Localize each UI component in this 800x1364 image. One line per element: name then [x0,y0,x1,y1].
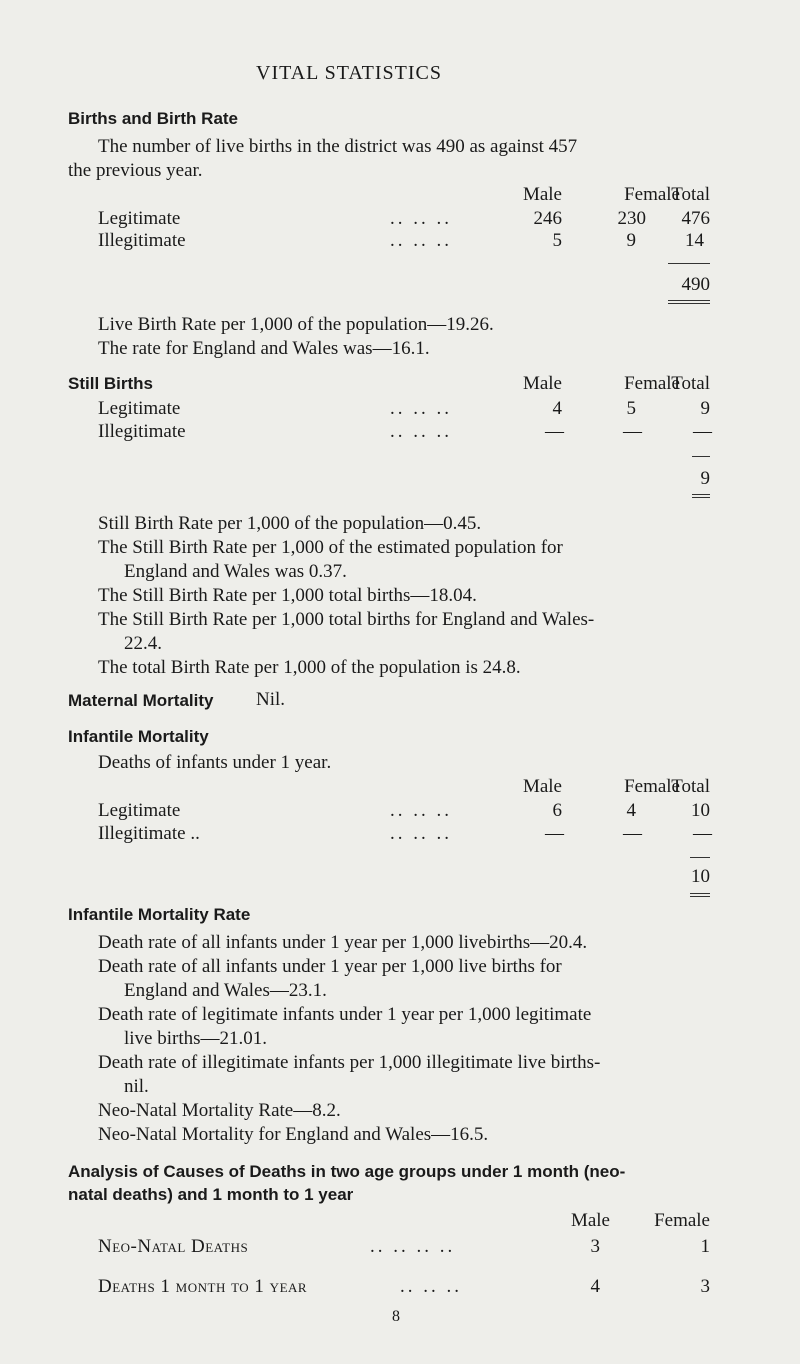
infant-col-total: Total [671,776,710,797]
analysis-row-neonatal-female: 1 [700,1236,710,1257]
page-title: VITAL STATISTICS [256,62,442,84]
still-text-2a: The Still Birth Rate per 1,000 of the estimated population for [98,537,563,558]
infant-sum-rule [690,857,710,858]
infant-rate-l4a: Death rate of illegitimate infants per 1,000 illegitimate live births- [98,1052,601,1073]
infant-rate-l1: Death rate of all infants under 1 year per 1,000 livebirths—20.4. [98,932,588,953]
page-number: 8 [392,1308,400,1325]
births-row-legit-dots: .. .. .. [390,208,452,229]
infant-row-legit-female: 4 [626,800,636,821]
infant-rate-l5: Neo-Natal Mortality Rate—8.2. [98,1100,341,1121]
infant-row-illegit-dots: .. .. .. [390,823,452,844]
infant-row-legit-dots: .. .. .. [390,800,452,821]
analysis-row-month-male: 4 [590,1276,600,1297]
still-row-legit-female: 5 [626,398,636,419]
births-heading: Births and Birth Rate [68,109,239,128]
infant-rate-l3a: Death rate of legitimate infants under 1 year per 1,000 legitimate [98,1004,592,1025]
infant-row-illegit-female: — [623,823,642,844]
infant-rate-l2a: Death rate of all infants under 1 year per 1,000 live births for [98,956,562,977]
still-row-legit-male: 4 [552,398,562,419]
infant-rate-heading: Infantile Mortality Rate [68,905,251,924]
births-grand-total: 490 [681,274,710,295]
births-row-legit-label: Legitimate [98,208,181,229]
infant-col-male: Male [522,776,562,797]
infantile-heading: Infantile Mortality [68,727,209,746]
still-sum-rule [692,456,710,457]
infant-total-double-rule [690,893,710,897]
still-text-4b: 22.4. [124,633,162,654]
infant-rate-l3b: live births—21.01. [124,1028,268,1049]
still-col-total: Total [671,373,710,394]
infant-row-illegit-label: Illegitimate .. [98,823,200,844]
analysis-col-female: Female [654,1210,710,1231]
still-text-1: Still Birth Rate per 1,000 of the population—0.45. [98,513,482,534]
still-col-male: Male [522,373,562,394]
still-row-legit-total: 9 [700,398,710,419]
infant-row-legit-total: 10 [691,800,710,821]
infant-rate-l4b: nil. [124,1076,149,1097]
births-row-illegit-male: 5 [552,230,562,251]
still-total-double-rule [692,494,710,498]
births-intro-1: The number of live births in the district was 490 as against 457 [98,136,578,157]
infantile-intro: Deaths of infants under 1 year. [98,752,332,773]
births-col-female: Female [624,184,680,205]
live-birth-rate: Live Birth Rate per 1,000 of the population—19.26. [98,314,494,335]
analysis-row-neonatal-dots: .. .. .. .. [370,1236,456,1257]
births-row-illegit-female: 9 [626,230,636,251]
analysis-heading-1: Analysis of Causes of Deaths in two age groups under 1 month (neo- [68,1162,626,1181]
births-col-total: Total [671,184,710,205]
infant-row-illegit-male: — [545,823,564,844]
england-wales-birth-rate: The rate for England and Wales was—16.1. [98,338,430,359]
infant-row-legit-label: Legitimate [98,800,181,821]
still-row-illegit-dots: .. .. .. [390,421,452,442]
births-row-legit-male: 246 [533,208,562,229]
births-row-illegit-total: 14 [685,230,704,251]
maternal-heading: Maternal Mortality [68,691,214,710]
analysis-row-neonatal-male: 3 [590,1236,600,1257]
still-text-4a: The Still Birth Rate per 1,000 total births for England and Wales- [98,609,595,630]
infant-rate-l6: Neo-Natal Mortality for England and Wales—16.5. [98,1124,489,1145]
infant-rate-l2b: England and Wales—23.1. [124,980,327,1001]
infant-row-legit-male: 6 [552,800,562,821]
still-row-illegit-male: — [545,421,564,442]
births-row-illegit-dots: .. .. .. [390,230,452,251]
births-intro-2: the previous year. [68,160,203,181]
infant-col-female: Female [624,776,680,797]
births-row-legit-female: 230 [617,208,646,229]
maternal-value: Nil. [256,689,286,710]
births-total-double-rule [668,300,710,304]
still-col-female: Female [624,373,680,394]
analysis-row-month-dots: .. .. .. [400,1276,462,1297]
births-row-legit-total: 476 [681,208,710,229]
still-row-legit-dots: .. .. .. [390,398,452,419]
still-row-legit-label: Legitimate [98,398,181,419]
analysis-row-month-female: 3 [700,1276,710,1297]
still-births-heading: Still Births [68,374,154,393]
still-row-illegit-total: — [693,421,712,442]
still-row-illegit-female: — [623,421,642,442]
infant-grand-total: 10 [691,866,710,887]
infant-row-illegit-total: — [693,823,712,844]
births-row-illegit-label: Illegitimate [98,230,186,251]
births-col-male: Male [522,184,562,205]
still-grand-total: 9 [700,468,710,489]
still-text-3: The Still Birth Rate per 1,000 total births—18.04. [98,585,477,606]
births-sum-rule [668,263,710,264]
analysis-heading-2: natal deaths) and 1 month to 1 year [68,1185,354,1204]
still-text-2b: England and Wales was 0.37. [124,561,347,582]
still-row-illegit-label: Illegitimate [98,421,186,442]
analysis-col-male: Male [570,1210,610,1231]
analysis-row-neonatal-label: Neo-Natal Deaths [98,1236,249,1257]
analysis-row-month-label: Deaths 1 month to 1 year [98,1276,308,1297]
still-text-5: The total Birth Rate per 1,000 of the population is 24.8. [98,657,521,678]
